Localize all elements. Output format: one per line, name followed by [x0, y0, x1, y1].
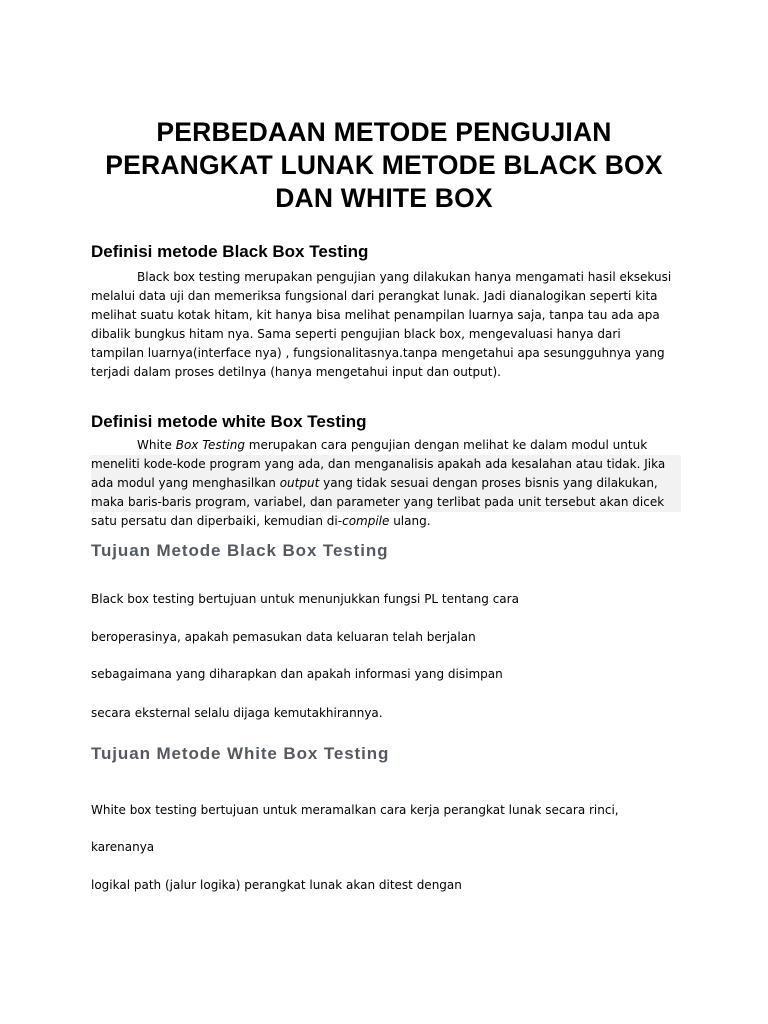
- heading-whitebox-definition: Definisi metode white Box Testing: [91, 412, 367, 431]
- title-line-1: PERBEDAAN METODE PENGUJIAN: [156, 117, 612, 147]
- paragraph-line: terjadi dalam proses detilnya (hanya mengetahui input dan output).: [91, 365, 501, 379]
- italic-run: compile: [342, 514, 390, 528]
- paragraph-line: dibalik bungkus hitam nya. Sama seperti pengujian black box, mengevaluasi hanya dari: [91, 327, 621, 341]
- text-run: White: [137, 438, 176, 452]
- paragraph-line: [91, 474, 681, 493]
- blackbox-goal-line-2: beroperasinya, apakah pemasukan data keluaran telah berjalan: [91, 630, 476, 644]
- title-line-3: DAN WHITE BOX: [275, 183, 493, 213]
- heading-blackbox-definition: Definisi metode Black Box Testing: [91, 242, 369, 261]
- italic-run: Box Testing: [175, 438, 245, 452]
- paragraph-line: [91, 512, 681, 531]
- blackbox-goal-line-1: Black box testing bertujuan untuk menunjukkan fungsi PL tentang cara: [91, 592, 519, 606]
- paragraph-line: meneliti kode-kode program yang ada, dan menganalisis apakah ada kesalahan atau tidak. Jika: [91, 455, 681, 474]
- whitebox-goal-line-2: karenanya: [91, 840, 155, 854]
- paragraph-whitebox-definition: [91, 436, 681, 531]
- page-title: [60, 116, 708, 215]
- text-run: satu persatu dan diperbaiki, kemudian di-: [91, 514, 343, 528]
- paragraph-line: maka baris-baris program, variabel, dan parameter yang terlibat pada unit tersebut akan dicek: [91, 493, 681, 512]
- paragraph-line: melalui data uji dan memeriksa fungsional dari perangkat lunak. Jadi dianalogikan seperti kita: [91, 289, 658, 303]
- heading-whitebox-goal: Tujuan Metode White Box Testing: [91, 744, 390, 763]
- text-run: yang tidak sesuai dengan proses bisnis yang dilakukan,: [319, 476, 658, 490]
- blackbox-goal-line-3: sebagaimana yang diharapkan dan apakah informasi yang disimpan: [91, 667, 503, 681]
- title-line-2: PERANGKAT LUNAK METODE BLACK BOX: [105, 150, 663, 180]
- paragraph-line: tampilan luarnya(interface nya) , fungsionalitasnya.tanpa mengetahui apa sesungguhnya yang: [91, 346, 665, 360]
- paragraph-line: melihat suatu kotak hitam, kit hanya bisa melihat penampilan luarnya saja, tanpa tau ada apa: [91, 308, 660, 322]
- paragraph-line: [91, 436, 681, 455]
- paragraph-blackbox-definition: [91, 268, 681, 382]
- whitebox-goal-line-3: logikal path (jalur logika) perangkat lunak akan ditest dengan: [91, 878, 462, 892]
- paragraph-line: Black box testing merupakan pengujian yang dilakukan hanya mengamati hasil eksekusi: [137, 270, 672, 284]
- heading-blackbox-goal: Tujuan Metode Black Box Testing: [91, 541, 389, 560]
- text-run: ulang.: [389, 514, 431, 528]
- text-run: ada modul yang menghasilkan: [91, 476, 280, 490]
- text-run: merupakan cara pengujian dengan melihat ke dalam modul untuk: [244, 438, 648, 452]
- whitebox-goal-line-1: White box testing bertujuan untuk meramalkan cara kerja perangkat lunak secara rinci,: [91, 803, 619, 817]
- blackbox-goal-line-4: secara eksternal selalu dijaga kemutakhirannya.: [91, 706, 383, 720]
- italic-run: output: [279, 476, 320, 490]
